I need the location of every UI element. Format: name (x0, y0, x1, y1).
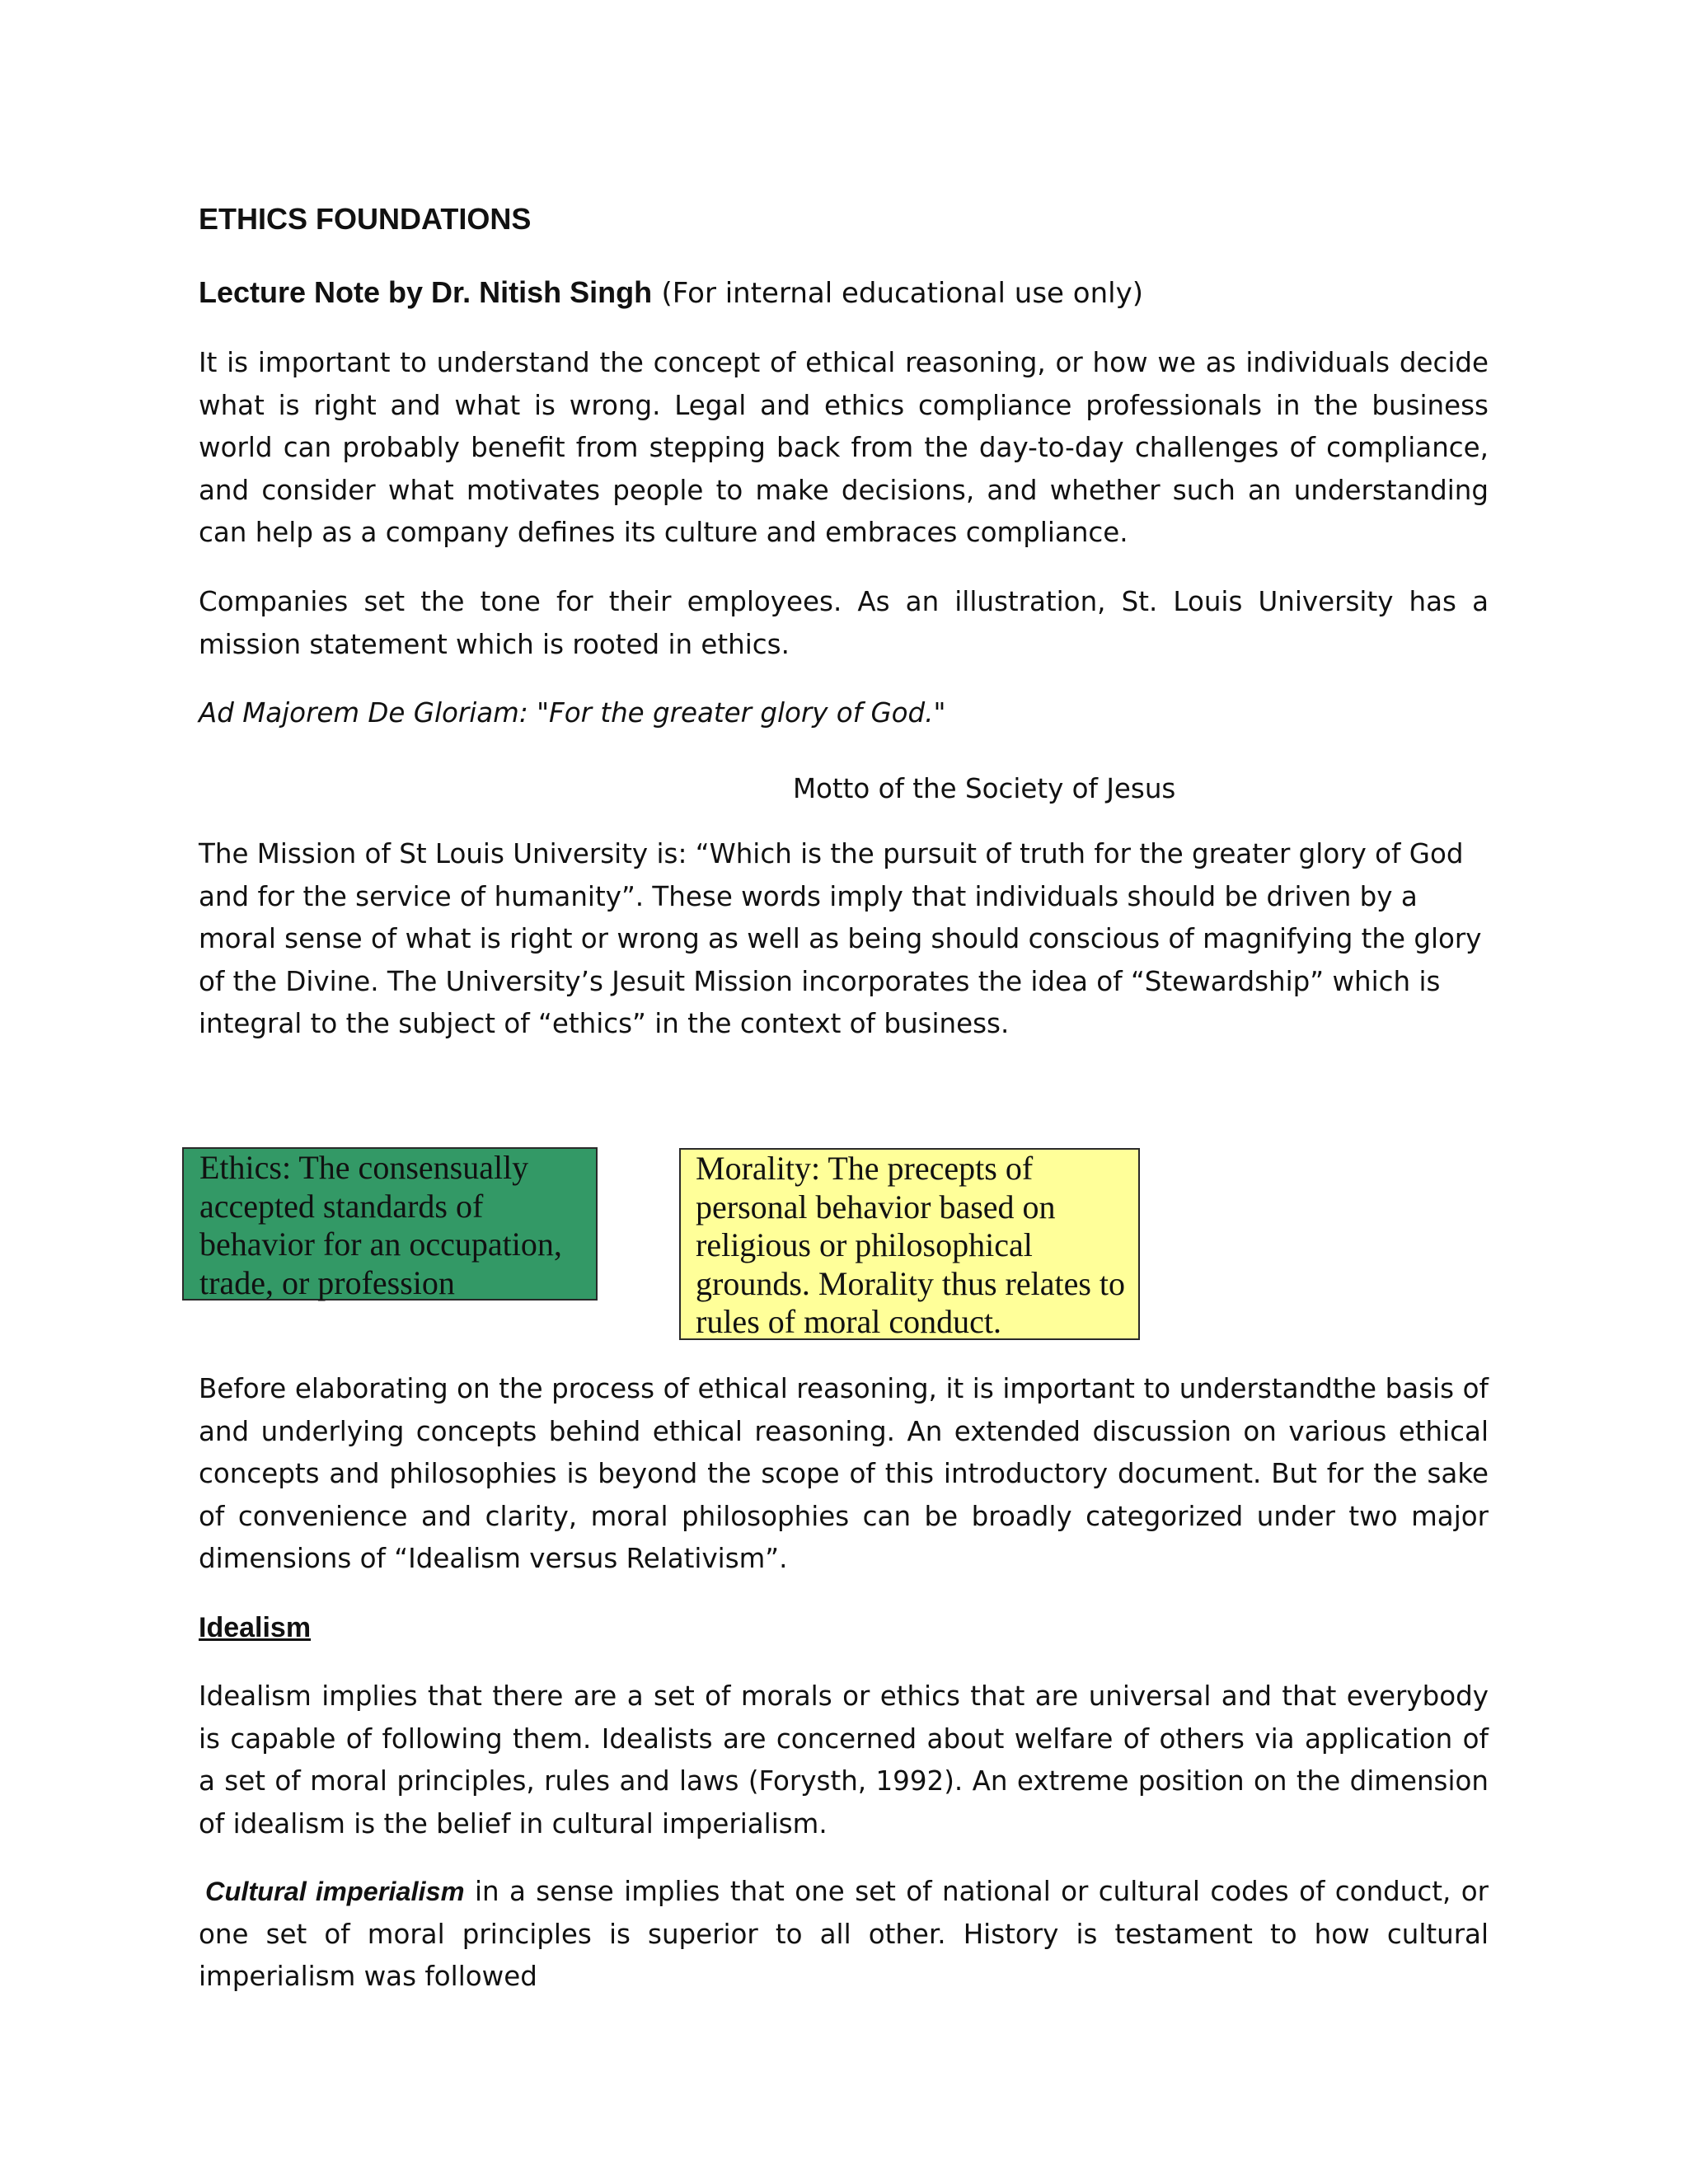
subtitle-note: (For internal educational use only) (661, 277, 1143, 310)
paragraph-idealism: Idealism implies that there are a set of morals or ethics that are universal and that everybody is capable of following them. Idealists are concerned about welfare of others via application of a set of moral principles, rules and laws (Forysth, 1992). An extreme position on the dimension of idealism is the belief in cultural imperialism. (199, 1680, 1489, 1840)
cultural-imperialism-text: in a sense implies that one set of national or cultural codes of conduct, or one set of moral principles is superior to all other. History is testament to how cultural imperialism was followed (199, 1876, 1489, 1992)
idealism-heading: Idealism (199, 1612, 312, 1643)
motto-source: Motto of the Society of Jesus (793, 773, 1176, 804)
morality-definition-box (679, 1148, 1140, 1340)
document-subtitle (199, 272, 1143, 314)
document-title: ETHICS FOUNDATIONS (199, 202, 532, 236)
paragraph-before: Before elaborating on the process of ethical reasoning, it is important to understandthe basis of and underlying concepts behind ethical reasoning. An extended discussion on various ethical concepts and philosophies is beyond the scope of this introductory document. But for the sake of convenience and clarity, moral philosophies can be broadly categorized under two major dimensions of “Idealism versus Relativism”. (199, 1373, 1489, 1574)
motto-quote: Ad Majorem De Gloriam: "For the greater glory of God." (199, 697, 946, 729)
paragraph-cultural-imperialism (199, 1871, 1489, 1999)
cultural-imperialism-term: Cultural imperialism (205, 1877, 465, 1906)
paragraph-companies: Companies set the tone for their employees. As an illustration, St. Louis University has a mission statement which is rooted in ethics. (199, 586, 1489, 660)
paragraph-intro: It is important to understand the concept of ethical reasoning, or how we as individuals decide what is right and what is wrong. Legal and ethics compliance professionals in the business world can probably benefit from stepping back from the day-to-day challenges of compliance, and consider what motivates people to make decisions, and whether such an understanding can help as a company defines its culture and embraces compliance. (199, 347, 1489, 548)
morality-definition-text: Morality: The precepts of personal behavior based on religious or philosophical grounds. Morality thus relates to rules of moral conduct. (696, 1150, 1126, 1340)
ethics-definition-text: Ethics: The consensually accepted standards of behavior for an occupation, trade, or profession (199, 1149, 562, 1301)
paragraph-mission: The Mission of St Louis University is: “Which is the pursuit of truth for the greater glory of God and for the service of humanity”. These words imply that individuals should be driven by a moral sense of what is right or wrong as well as being should conscious of magnifying the glory of the Divine. The University’s Jesuit Mission incorporates the idea of “Stewardship” which is integral to the subject of “ethics” in the context of business. (199, 838, 1482, 1039)
ethics-definition-box (182, 1147, 598, 1301)
subtitle-author: Lecture Note by Dr. Nitish Singh (199, 275, 653, 309)
